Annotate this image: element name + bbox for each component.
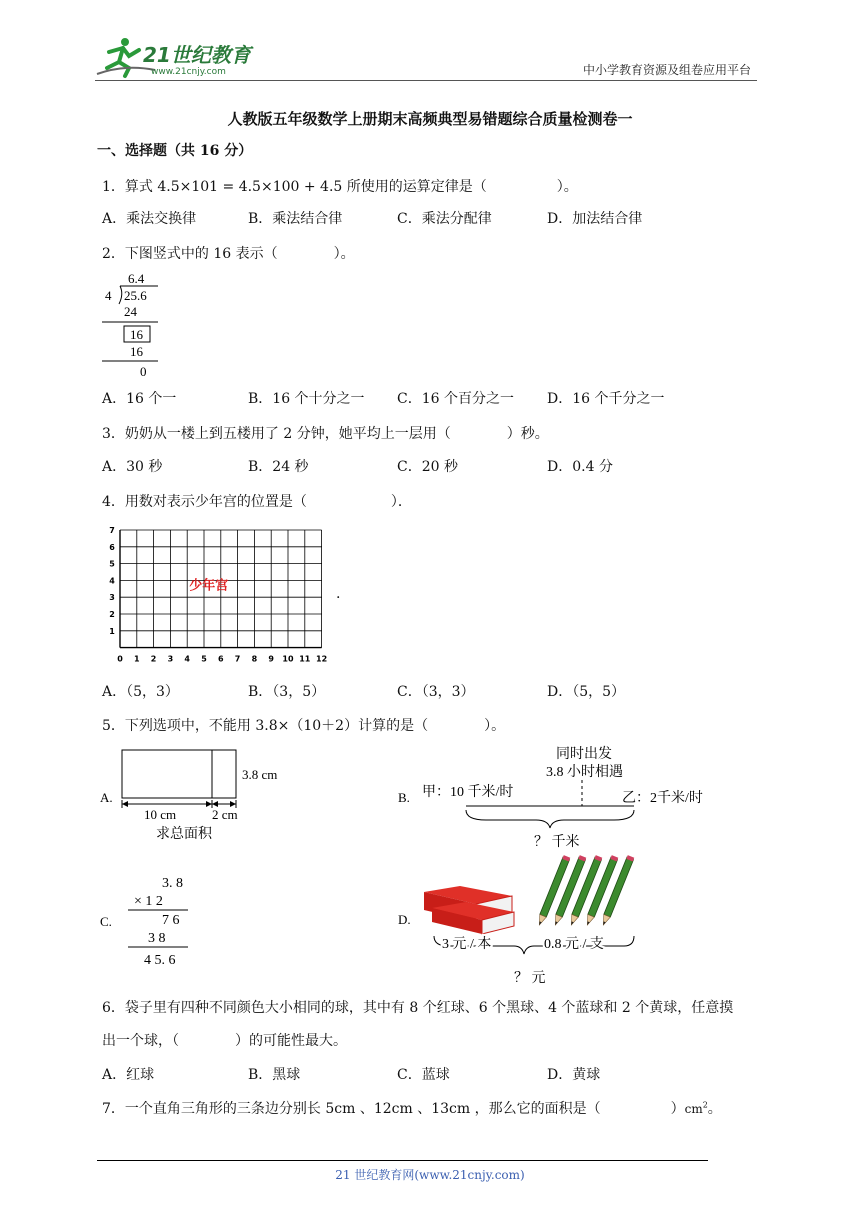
x-tick-label: 0 <box>117 654 123 664</box>
q5b-top1: 同时出发 <box>556 747 612 762</box>
y-tick-label: 4 <box>109 576 115 586</box>
q1-option-a[interactable]: A．乘法交换律 <box>102 211 197 227</box>
platform-name: 中小学教育资源及组卷应用平台 <box>583 63 752 77</box>
q5a-width1: 10 cm <box>144 807 177 822</box>
header-divider <box>95 80 757 81</box>
q5d-bottom: ？ 元 <box>514 971 546 986</box>
x-tick-label: 11 <box>299 654 311 664</box>
q5c-row2: × 1 2 <box>134 894 163 909</box>
question-1-stem: 1．算式 4.5×101 = 4.5×100 + 4.5 所使用的运算定律是（ ）。 <box>102 179 578 195</box>
q5d-book-price: 3 元 / 本 <box>442 937 492 952</box>
rectangle-shape <box>122 750 236 798</box>
division-step1: 24 <box>124 304 137 319</box>
division-dividend: 25.6 <box>124 288 147 303</box>
q5b-bottom: ？ 千米 <box>534 835 580 850</box>
question-3-stem: 3．奶奶从一楼上到五楼用了 2 分钟，她平均上一层用（ ）秒。 <box>102 426 549 442</box>
x-tick-label: 8 <box>251 654 258 664</box>
grid-trailing-dot: . <box>336 586 341 602</box>
logo-url: www.21cnjy.com <box>151 67 226 77</box>
question-5-stem: 5．下列选项中，不能用 3.8×（10＋2）计算的是（ ）。 <box>102 718 506 734</box>
q2-option-c[interactable]: C．16 个百分之一 <box>397 391 514 407</box>
q5d-letter: D. <box>398 912 411 927</box>
division-boxed: 16 <box>130 327 143 342</box>
q3-option-b[interactable]: B．24 秒 <box>248 459 309 475</box>
x-tick-label: 12 <box>316 654 328 664</box>
division-quotient: 6.4 <box>128 271 145 286</box>
q7-end: 。 <box>707 1101 722 1117</box>
q7-text: 7．一个直角三角形的三条边分别长 5cm 、12cm 、13cm ，那么它的面积是（ ） <box>102 1101 685 1117</box>
question-6-line1: 6．袋子里有四种不同颜色大小相同的球，其中有 8 个红球、6 个黑球、4 个蓝球和 2 个黄球，任意摸 <box>102 1000 734 1016</box>
x-tick-label: 7 <box>234 654 241 664</box>
q5c-letter: C. <box>100 914 112 929</box>
q3-option-a[interactable]: A．30 秒 <box>102 459 163 475</box>
y-tick-label: 3 <box>109 593 115 603</box>
q5c-row5: 4 5. 6 <box>144 953 176 968</box>
q5a-height: 3.8 cm <box>242 767 278 782</box>
q5b-top2: 3.8 小时相遇 <box>546 765 623 780</box>
q2-option-a[interactable]: A．16 个一 <box>102 391 177 407</box>
x-tick-label: 5 <box>201 654 207 664</box>
x-tick-label: 1 <box>134 654 140 664</box>
long-division-figure <box>100 268 170 380</box>
pencils-icon <box>536 855 634 926</box>
x-tick-label: 2 <box>150 654 157 664</box>
question-6-line2: 出一个球，（ ）的可能性最大。 <box>102 1033 347 1049</box>
y-tick-label: 6 <box>109 542 115 552</box>
question-4-stem: 4．用数对表示少年宫的位置是（ ）． <box>102 494 412 510</box>
q5b-left-speed: 甲：10 千米/时 <box>422 785 514 800</box>
q4-option-a[interactable]: A．（5，3） <box>102 684 179 700</box>
q4-option-b[interactable]: B．（3，5） <box>248 684 326 700</box>
division-divisor: 4 <box>105 288 112 303</box>
q7-unit-power: 2 <box>702 1100 708 1110</box>
q6-option-a[interactable]: A．红球 <box>102 1067 155 1083</box>
y-tick-label: 2 <box>109 610 115 619</box>
q6-option-b[interactable]: B．黑球 <box>248 1067 301 1083</box>
q5b-letter: B. <box>398 790 410 805</box>
question-7-stem <box>102 1098 722 1118</box>
q1-option-d[interactable]: D．加法结合律 <box>547 211 643 227</box>
q5-option-d[interactable] <box>396 850 646 990</box>
division-remainder: 0 <box>140 364 147 379</box>
q7-unit: cm <box>684 1102 703 1116</box>
x-tick-label: 6 <box>218 654 224 664</box>
q1-option-c[interactable]: C．乘法分配律 <box>397 211 492 227</box>
question-2-stem: 2．下图竖式中的 16 表示（ ）。 <box>102 246 355 262</box>
footer-link[interactable]: 21 世纪教育网(www.21cnjy.com) <box>335 1168 525 1182</box>
y-tick-label: 1 <box>109 626 115 636</box>
coordinate-grid <box>100 522 332 664</box>
y-tick-label: 7 <box>109 526 115 535</box>
q1-option-b[interactable]: B．乘法结合律 <box>248 211 343 227</box>
q3-option-c[interactable]: C．20 秒 <box>397 459 458 475</box>
section-heading: 一、选择题（共 16 分） <box>97 143 253 159</box>
q5-option-a[interactable] <box>100 744 290 848</box>
q5-option-b[interactable] <box>396 740 726 852</box>
q5c-row4: 3 8 <box>148 931 166 946</box>
q5a-caption: 求总面积 <box>156 827 212 842</box>
q6-option-c[interactable]: C．蓝球 <box>397 1067 450 1083</box>
division-step2: 16 <box>130 344 143 359</box>
q4-option-c[interactable]: C．（3，3） <box>397 684 475 700</box>
q5-option-c[interactable] <box>100 872 200 970</box>
q5a-width2: 2 cm <box>212 807 238 822</box>
q5c-row1: 3. 8 <box>162 876 183 891</box>
q2-option-d[interactable]: D．16 个千分之一 <box>547 391 665 407</box>
books-icon <box>424 886 514 934</box>
x-tick-label: 9 <box>268 654 274 664</box>
q5a-letter: A. <box>100 790 113 805</box>
logo-text: 21世纪教育 <box>143 43 251 67</box>
site-logo <box>95 34 265 80</box>
q2-option-b[interactable]: B．16 个十分之一 <box>248 391 365 407</box>
y-tick-label: 5 <box>109 559 115 569</box>
x-tick-label: 3 <box>167 654 174 664</box>
q5c-row3: 7 6 <box>162 913 180 928</box>
q5b-right-speed: 乙：2千米/时 <box>622 791 703 806</box>
q5d-pencil-price: 0.8 元 / 支 <box>544 937 604 952</box>
q6-option-d[interactable]: D．黄球 <box>547 1067 601 1083</box>
x-tick-label: 10 <box>282 654 294 664</box>
page-title: 人教版五年级数学上册期末高频典型易错题综合质量检测卷一 <box>227 110 633 128</box>
footer-divider <box>97 1160 708 1161</box>
grid-place-label: 少年宫 <box>189 578 229 594</box>
x-tick-label: 4 <box>184 654 190 664</box>
q4-option-d[interactable]: D．（5，5） <box>547 684 626 700</box>
q3-option-d[interactable]: D．0.4 分 <box>547 459 613 475</box>
